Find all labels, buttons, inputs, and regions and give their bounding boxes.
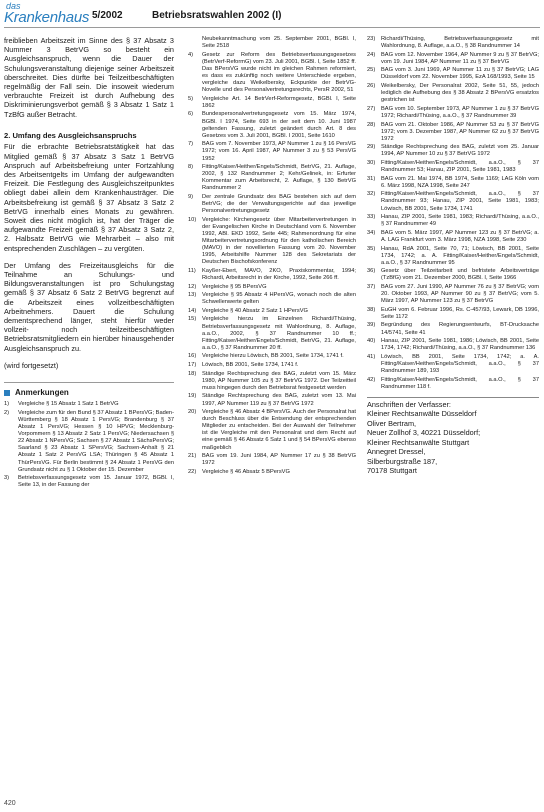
footnotes-list-2	[188, 36, 356, 476]
footnote-number: 40)	[367, 338, 376, 345]
footnote	[367, 176, 539, 190]
footnote	[4, 410, 174, 474]
footnote	[188, 453, 356, 467]
issue-number: 5/2002	[92, 10, 123, 21]
footnote	[188, 194, 356, 215]
footnote-text: Vergleiche § 15 Absatz 1 Satz 1 BetrVG	[18, 401, 119, 408]
footnote	[367, 191, 539, 212]
footnote-number: 5)	[188, 95, 194, 102]
footnote-text: Vergleiche: Kirchengesetz über Mitarbeitervertretungen in der Evangelischen Kirche in Deutschland vom 6. November 1992, ABl. EKD 1992, Seite 445; Rahmenordnung für eine Mitarbeitervertretungsordnung für den katholischen Bereich (MAVO) in der novellierten Fassung vom 20. November 1995, Arbeitshilfe Nummer 128 des Sekretariats der Deutschen Bischofskonferenz	[202, 216, 356, 266]
footnote-number: 25)	[367, 67, 376, 74]
footnote-text: Vergleiche § 46 Absatz 4 BPersVG. Auch der Personalrat hat durch Beschluss über die Entsendung der entsprechenden Mitglieder zu entscheiden. Bei der Auswahl der Teilnehmer ist die Vergleiche mit den Personalrat und dem Recht auf eine gemäß § 46 Absatz 6 Satz 1 und § 54 BPersVG ebenso maßgeblich	[202, 409, 356, 451]
footnote-number: 4)	[188, 51, 194, 58]
footnote	[188, 52, 356, 95]
footnote-number: 11)	[188, 267, 196, 274]
column-2	[188, 36, 356, 806]
footnote-number	[188, 36, 202, 50]
footnote-text: Weikelbersky, Der Personalrat 2002, Seite 51, 55, jedoch lediglich die Aufhebung des § 38 Absatz 2 BPersVG ersatzlos gestrichen ist	[381, 83, 539, 104]
logo-top: das	[6, 1, 21, 11]
address-line: Annegret Dressel,	[367, 447, 426, 457]
footnotes-list-1	[4, 401, 174, 489]
footnote-text: Gesetz zur Reform des Betriebsverfassungsgesetzes (BetrVerf-ReformG) vom 23. Juli 2001, BGBl. I, Seite 1852 ff. Das BPersVG wurde nicht im gleichen Rahmen reformiert, es dass es zukünftig noch weitere Unterschiede ergeben, vergleiche dazu Weikelbersky, Eckpunkte der BetrVG-Novelle und des Personalvertretungsrechts, PersR 2002, 51	[202, 51, 356, 94]
footnote	[367, 52, 539, 66]
footnote-text: Fitting/Kaiser/Heither/Engels/Schmidt, a.a.O., § 37 Randnummer 93; Hanau, ZIP 2001, Seite 1981, 1983; Löwisch, BB 2001, Seite 1734, 1741	[381, 191, 539, 212]
footnote	[188, 268, 356, 282]
footnote-text: Gesetz über Teilzeitarbeit und befristete Arbeitsverträge (TzBfG) vom 21. Dezember 2000, BGBl. I, Seite 1966	[381, 268, 539, 282]
footnote-number: 28)	[367, 121, 376, 128]
footnote	[188, 409, 356, 452]
footnote-text: Hanau, ZIP 2001, Seite 1981, 1983; Richardi/Thüsing, a.a.O., § 37 Randnummer 49	[381, 214, 539, 228]
footnote-text: Bundespersonalvertretungsgesetz vom 15. März 1974, BGBl. I 1974, Seite 693 in der seit dem 10. Juni 1987 geltenden Fassung, zuletzt geändert durch Art. 8 des Gesetzes vom 3. Juli 2001, BGBl. I 2001, Seite 1610	[202, 111, 356, 139]
footnote	[188, 111, 356, 139]
footnote-number: 31)	[367, 175, 376, 182]
footnote-text: BAG vom 27. Juni 1990, AP Nummer 76 zu § 37 BetrVG; vom 20. Oktober 1993, AP Nummer 90 zu § 37 BetrVG; vom 5. März 1997, AP Nummer 123 zu § 37 BetrVG	[381, 284, 539, 305]
footnote	[188, 362, 356, 369]
footnote-number: 9)	[188, 193, 194, 200]
footnote	[367, 230, 539, 244]
footnote	[188, 141, 356, 162]
footnote-number: 21)	[188, 453, 197, 460]
notes-heading-text: Anmerkungen	[15, 388, 69, 398]
footnote	[367, 160, 539, 174]
footnote	[188, 96, 356, 110]
footnote-text: BAG vom 3. Juni 1969, AP Nummer 11 zu § 37 BetrVG; LAG Düsseldorf vom 22. November 1995, EzA 168/1993, Seite 15	[381, 67, 539, 81]
column-3	[367, 36, 539, 806]
footnote-number: 23)	[367, 36, 376, 42]
square-bullet-icon	[4, 390, 10, 396]
footnote-text: Vergleiche § 46 Absatz 5 BPersVG	[202, 468, 290, 475]
footnote-number: 7)	[188, 141, 194, 148]
footnote-number: 32)	[367, 191, 376, 198]
footnote-text: Neubekanntmachung vom 25. September 2001, BGBl. I, Seite 2518	[202, 36, 356, 50]
footnote	[188, 284, 356, 291]
footnote	[188, 469, 356, 476]
running-title: Betriebsratswahlen 2002 (I)	[152, 10, 282, 21]
header-rule	[4, 27, 540, 28]
footnote	[4, 475, 174, 489]
footnote-text: Fitting/Kaiser/Heither/Engels/Schmidt, BetrVG, 21. Auflage, 2002, § 132 Randnummer 2; Kehr/Gelinek, in: Erfurter Kommentar zum Arbeitsrecht, 2. Auflage, § 130 BetrVG Randnummer 2	[202, 164, 356, 192]
footnote-text: BAG vom 5. März 1997, AP Nummer 123 zu § 37 BetrVG; a. A. LAG Frankfurt vom 3. März 1998, NZA 1998, Seite 230	[381, 229, 539, 243]
footnote-number: 10)	[188, 216, 197, 223]
footnote-number: 17)	[188, 362, 197, 369]
footnote-number: 27)	[367, 105, 376, 112]
footnote	[188, 371, 356, 392]
body-paragraph-1: freiblieben Arbeitszeit im Sinne des § 37 Absatz 3 Nummer 3 BetrVG so besteht ein Ausgleichsanspruch, wenn die Dauer der Schulungsveranstaltung diejenige seiner Arbeitszeit überschreitet. Dies dürfte bei Teilzeitbeschäftigten regelmäßig der Fall sein. Die insoweit wiederum verbrauchte Freizeit ist durch Aufhebung des Diskriminierungsverbot gemäß § 3 Absatz 1 Satz 1 TzBfG außer Betracht.	[4, 36, 174, 119]
footnote	[188, 316, 356, 351]
footnote-number: 39)	[367, 322, 376, 329]
footnote-text: Vergleiche § 95 BPersVG	[202, 283, 267, 290]
footnote	[367, 268, 539, 282]
address-line: Neuer Zollhof 3, 40221 Düsseldorf;	[367, 428, 481, 438]
footnote	[188, 393, 356, 407]
footnote	[188, 36, 356, 50]
footnote-number: 22)	[188, 468, 197, 475]
footnote-text: Löwisch, BB 2001, Seite 1734, 1742; a. A. Fitting/Kaiser/Heither/Engels/Schmidt, a.a.O., § 37 Randnummer 189, 193	[381, 353, 539, 375]
body-paragraph-2: Für die erbrachte Betriebsratstätigkeit hat das Mitglied gemäß § 37 Absatz 3 Satz 1 BetrVG Anspruch auf Arbeitsbefreiung unter Fortzahlung des Arbeitsentgelts im Umfang der aufgewandten Freizeit. Die Festlegung des Ausgleichszeitpunktes obliegt dabei allein dem Krankenhausträger. Die Arbeitsbefreiung ist gemäß § 37 Absatz 3 Satz 2 BetrVG innerhalb eines Monats zu gewähren. Soweit dies nicht möglich ist, hat der Träger die aufgewandte Freizeit gemäß § 37 Absatz 3 Satz 2, 2. Halbsatz BetrVG wie Mehrarbeit – also mit entsprechenden Zuschlägen – zu vergüten.	[4, 142, 174, 253]
footnote-number: 36)	[367, 268, 376, 275]
footnote-text: BAG vom 7. November 1973, AP Nummer 1 zu § 16 PersVG 1972; vom 16. April 1987, AP Nummer 3 zu § 53 PersVG 1952	[202, 141, 356, 162]
footnote	[188, 353, 356, 360]
footnote-number: 26)	[367, 83, 376, 90]
footnote-text: Der zentrale Grundsatz des BAG bestehen sich auf dem BetrVG; die der Verwaltungsgerichte auf das jeweilige Personalvertretungsgesetz	[202, 193, 356, 215]
address-line: Kleiner Rechtsanwälte Düsseldorf	[367, 409, 477, 419]
section-heading: 2. Umfang des Ausgleichsanspruchs	[4, 130, 137, 140]
footnote-text: BAG vom 21. Mai 1974, BB 1974, Seite 1169; LAG Köln vom 6. März 1998, NZA 1998, Seite 247	[381, 175, 539, 189]
page-number: 420	[4, 800, 16, 807]
footnote-text: Vergleiche hierzu im Einzelnen Richardi/Thüsing, Betriebsverfassungsgesetz mit Wahlordnung, 8. Auflage, a.a.O., 2002, § 37 Randnummer 10 ff.; Fitting/Kaiser/Heither/Engels/Schmidt, BetrVG, 21. Auflage, a.a.O., § 37 Randnummer 20 ff.	[202, 316, 356, 351]
footnote-number: 37)	[367, 284, 376, 290]
footnote	[367, 284, 539, 305]
footnote-number: 13)	[188, 292, 197, 299]
footnote-text: Vergleiche zum für den Bund § 37 Absatz 1 BPersVG; Baden-Württemberg § 18 Absatz 1 PersVG; Brandenburg § 37 Absatz 1 PersVG; Hessen § 10 HPVG; Mecklenburg-Vorpommern § 13 Absatz 2 Satz 1 PersVG; Niedersachsen § 22 Absatz 1 NPersVG; Sachsen § 27 Absatz 1 SächsPersVG; Saarland § 23 Absatz 1 SPersVG; Sachsen-Anhalt § 21 Absatz 1 Satz 2 PersVG LSA; Thüringen § 45 Absatz 1 ThürPersVG. Für Berlin bestimmt § 24 Absatz 1 PersVG den Grundsatz nicht zu § 1 Oktober der 15. Dezember	[18, 409, 174, 473]
footnote-text: BAG vom 10. September 1973, AP Nummer 1 zu § 37 BetrVG 1972; Richardi/Thüsing, a.a.O., § 37 Randnummer 39	[381, 105, 539, 119]
footnote	[367, 338, 539, 352]
footnote-text: Vergleiche hierzu Löwisch, BB 2001, Seite 1734, 1741 f.	[202, 353, 344, 360]
footnote	[367, 144, 539, 158]
footnote	[188, 164, 356, 192]
footnote-text: Hanau, ZIP 2001, Seite 1981, 1986; Löwisch, BB 2001, Seite 1734, 1742; Richardi/Thüsing, a.a.O., § 37 Randnummer 136	[381, 338, 539, 352]
footnote-number: 20)	[188, 409, 197, 416]
footnote-number: 3)	[4, 475, 10, 482]
footnote-number: 33)	[367, 214, 376, 221]
logo-bottom: Krankenhaus	[4, 9, 90, 26]
address-line: 70178 Stuttgart	[367, 466, 417, 476]
footnote	[367, 354, 539, 375]
footnote-number: 8)	[188, 164, 194, 171]
footnote-text: Kayßer-Ebert, MAVO, 2KO, Praxiskommentar, 1994; Richardi, Arbeitsrecht in der Kirche, 1992, Seite 266 ff.	[202, 267, 356, 281]
footnote-number: 19)	[188, 393, 197, 400]
footnote-number: 38)	[367, 306, 376, 313]
footnote	[367, 122, 539, 143]
footnote-number: 35)	[367, 245, 376, 252]
address-line: Kleiner Rechtsanwälte Stuttgart	[367, 437, 470, 447]
footnote-text: Begründung des Regierungsentwurfs, BT-Drucksache 14/5741, Seite 41	[381, 322, 539, 336]
author-address	[367, 397, 539, 476]
footnote	[367, 377, 539, 391]
footnote	[4, 401, 174, 408]
footnote-text: Richardi/Thüsing, Betriebsverfassungsgesetz mit Wahlordnung, 8. Auflage, a.a.O., § 38 Randnummer 14	[381, 36, 539, 50]
footnote-number: 14)	[188, 307, 197, 314]
footnote-text: Vergleiche § 95 Absatz 4 HPersVG, wonach noch die alten Schwellenwerte gelten	[202, 292, 356, 306]
footnote-number: 29)	[367, 144, 376, 151]
address-line: Silberburgstraße 187,	[367, 456, 438, 466]
footnote-text: BAG vom 12. November 1964, AP Nummer 9 zu § 37 BetrVG; vom 19. Juni 1984, AP Nummer 11 zu § 37 BetrVG	[381, 51, 539, 65]
footnote	[367, 36, 539, 50]
journal-logo	[4, 2, 89, 25]
notes-heading	[4, 382, 174, 397]
footnote-number: 42)	[367, 376, 376, 383]
footnote-number: 18)	[188, 370, 197, 377]
footnote-number: 41)	[367, 353, 376, 360]
footnote	[367, 67, 539, 81]
footnote	[188, 292, 356, 306]
footnote-text: Fitting/Kaiser/Heither/Engels/Schmidt, a.a.O., § 37 Randnummer 118 f.	[381, 376, 539, 390]
footnote-text: Ständige Rechtsprechung des BAG, zuletzt vom 13. Mai 1997, AP Nummer 119 zu § 37 BetrVG 1972	[202, 393, 356, 407]
footnote	[188, 217, 356, 267]
footnote-number: 6)	[188, 111, 194, 118]
footnote	[367, 307, 539, 321]
address-line: Anschriften der Verfasser:	[367, 399, 451, 409]
page-header	[0, 0, 544, 30]
footnote-text: EuGH vom 6. Februar 1996, Rs. C-457/93, Lewark, DB 1996, Seite 1172	[381, 306, 539, 320]
footnote-text: Löwisch, BB 2001, Seite 1734, 1741 f.	[202, 362, 299, 369]
footnote	[188, 308, 356, 315]
footnote-text: Betriebsverfassungsgesetz vom 15. Januar 1972, BGBl. I, Seite 13, in der Fassung der	[18, 475, 174, 489]
footnote	[367, 83, 539, 104]
footnote-number: 30)	[367, 160, 376, 166]
column-1	[4, 36, 174, 808]
footnote-text: Hanau, RdA 2001, Seite 70, 71; Löwisch, BB 2001, Seite 1734, 1742; a. A. Fitting/Kaiser/Heither/Engels/Schmidt, a.a.O., § 37 Randnummer 95	[381, 245, 539, 266]
footnote-number: 34)	[367, 229, 376, 236]
footnote-text: BAG vom 21. Oktober 1986, AP Nummer 53 zu § 37 BetrVG 1972; vom 3. Dezember 1987, AP Nummer 62 zu § 37 BetrVG 1972	[381, 121, 539, 142]
address-line: Oliver Bertram,	[367, 418, 417, 428]
footnote	[367, 322, 539, 336]
footnote-number: 1)	[4, 401, 10, 408]
footnotes-list-3	[367, 36, 539, 391]
footnote-number: 24)	[367, 51, 376, 58]
footnote-text: Fitting/Kaiser/Heither/Engels/Schmidt, a.a.O., § 37 Randnummer 53; Hanau, ZIP 2001, Seite 1981, 1983	[381, 160, 539, 174]
footnote-number: 16)	[188, 353, 197, 360]
footnote-text: Ständige Rechtsprechung des BAG, zuletzt vom 25. Januar 1994, AP Nummer 10 zu § 37 BetrVG 1972	[381, 144, 539, 158]
body-paragraph-3: Der Umfang des Freizeitausgleichs für die Teilnahme an Schulungs- und Bildungsveranstaltungen ist pro Schulungstag gemäß § 37 Absatz 6 Satz 2 BetrVG begrenzt auf die Arbeitszeit eines vollzeitbeschäftigten Arbeitnehmers. Dauert die Schulung dementsprechend länger, steht hierfür weder vollzeit- noch teilzeitbeschäftigten Betriebsratsmitgliedern ein hierüber hinausgehender Ausgleichsanspruch zu.	[4, 260, 174, 353]
footnote-number: 2)	[4, 409, 10, 416]
footnote-text: Vergleiche Art. 14 BetrVerf-Reformgesetz, BGBl. I, Seite 1862	[202, 95, 356, 109]
footnote	[367, 246, 539, 267]
footnote-text: BAG vom 19. Juni 1984, AP Nummer 17 zu § 38 BetrVG 1972	[202, 453, 356, 467]
continued-note: (wird fortgesetzt)	[4, 360, 59, 370]
footnote-text: Ständige Rechtsprechung des BAG, zuletzt vom 15. März 1980, AP Nummer 105 zu § 37 BetrVG 1972. Der Teilzeitteil muss hingegen durch den Betriebsrat festgesetzt werden	[202, 370, 356, 391]
footnote	[367, 214, 539, 228]
footnote-number: 12)	[188, 283, 197, 290]
footnote	[367, 106, 539, 120]
footnote-number: 15)	[188, 316, 197, 323]
footnote-text: Vergleiche § 40 Absatz 2 Satz 1 HPersVG	[202, 307, 308, 314]
